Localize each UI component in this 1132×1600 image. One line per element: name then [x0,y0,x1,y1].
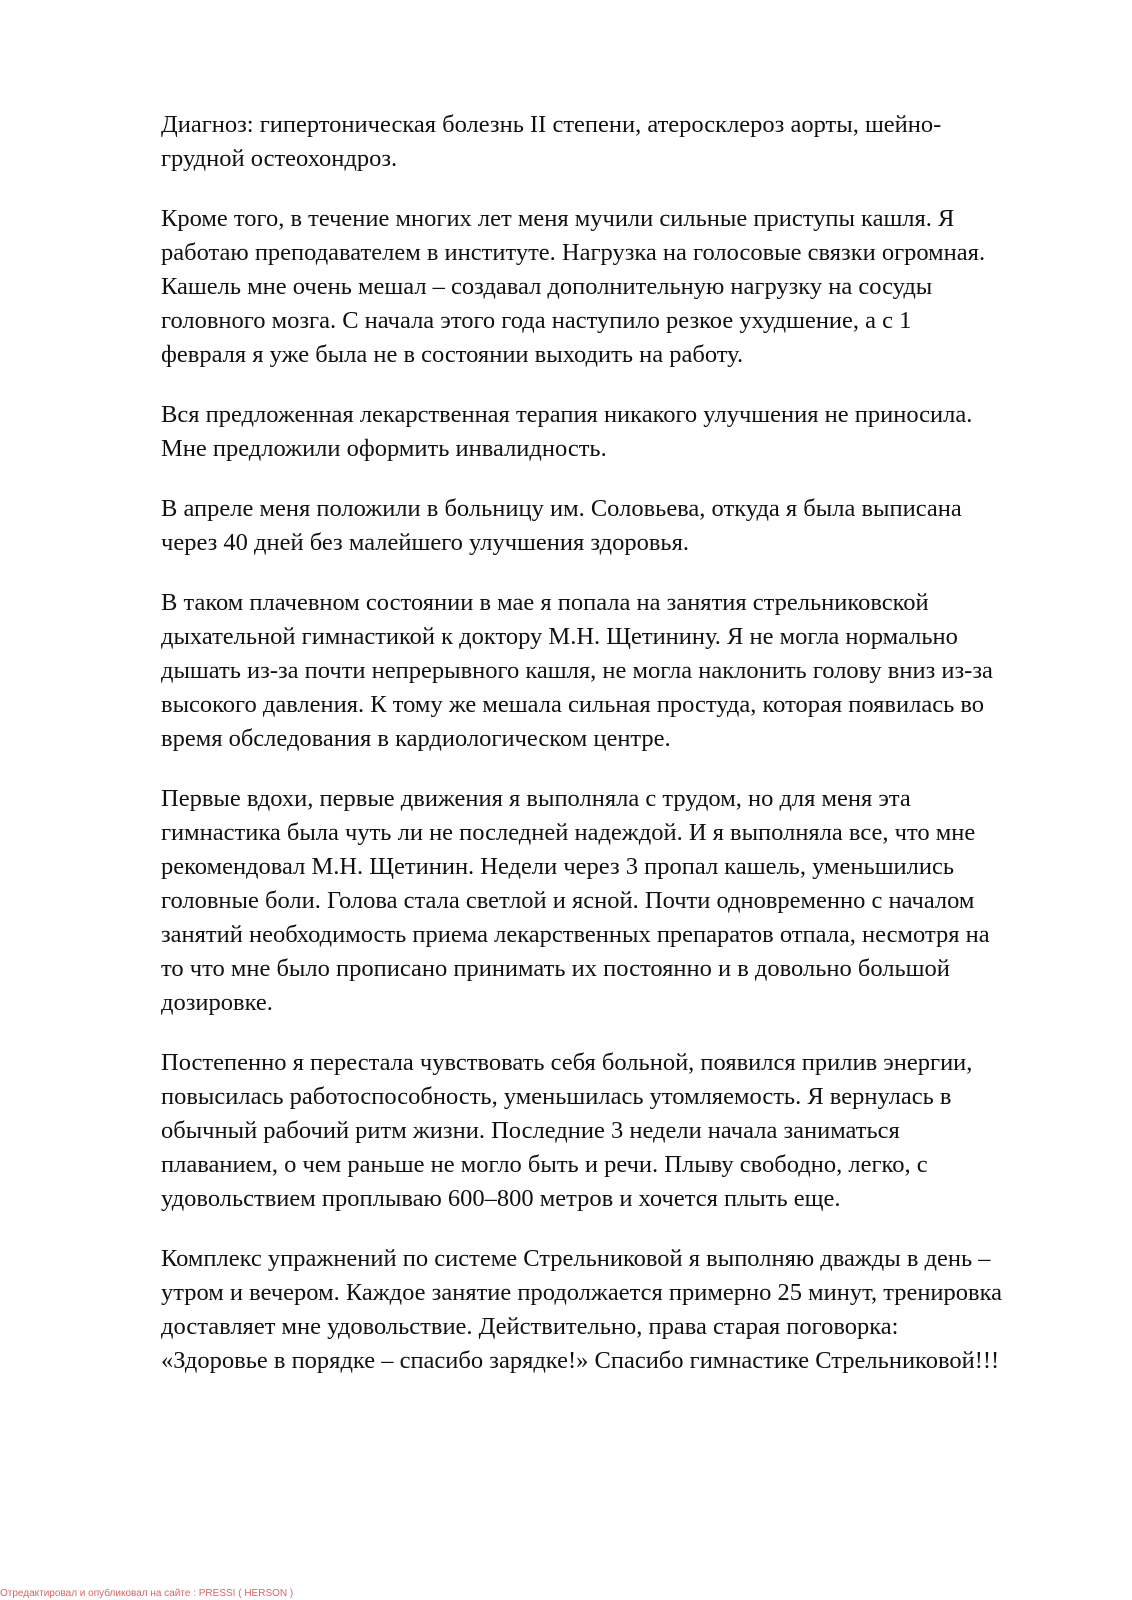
text-line: утром и вечером. Каждое занятие продолжается примерно 25 минут, тренировка [161,1279,1003,1306]
text-line: В таком плачевном состоянии в мае я попала на занятия стрельниковской [161,589,929,616]
text-line: работаю преподавателем в институте. Нагрузка на голосовые связки огромная. [161,239,986,266]
paragraph-therapy [161,398,1061,466]
text-line: высокого давления. К тому же мешала сильная простуда, которая появилась во [161,691,985,718]
text-line: головного мозга. С начала этого года наступило резкое ухудшение, а с 1 [161,307,912,334]
text-line: доставляет мне удовольствие. Действительно, права старая поговорка: [161,1313,899,1340]
text-line: февраля я уже была не в состоянии выходить на работу. [161,341,744,368]
text-line: через 40 дней без малейшего улучшения здоровья. [161,529,689,556]
text-line: плаванием, о чем раньше не могло быть и речи. Плыву свободно, легко, с [161,1151,928,1178]
text-line: Вся предложенная лекарственная терапия никакого улучшения не приносила. [161,401,973,428]
text-line: «Здоровье в порядке – спасибо зарядке!» Спасибо гимнастике Стрельниковой!!! [161,1347,1000,1374]
text-line: повысилась работоспособность, уменьшилась утомляемость. Я вернулась в [161,1083,952,1110]
paragraph-gymnastics-start [161,586,1061,756]
text-line: занятий необходимость приема лекарственных препаратов отпала, несмотря на [161,921,990,948]
paragraph-cough-history [161,202,1061,372]
text-line: то что мне было прописано принимать их постоянно и в довольно большой [161,955,950,982]
text-line: Комплекс упражнений по системе Стрельниковой я выполняю дважды в день – [161,1245,991,1272]
text-line: удовольствием проплываю 600–800 метров и хочется плыть еще. [161,1185,841,1212]
paragraph-first-results [161,782,1061,1020]
text-line: Первые вдохи, первые движения я выполняла с трудом, но для меня эта [161,785,911,812]
text-line: Кроме того, в течение многих лет меня мучили сильные приступы кашля. Я [161,205,955,232]
document-body [161,108,1061,1404]
text-line: Кашель мне очень мешал – создавал дополнительную нагрузку на сосуды [161,273,933,300]
text-line: гимнастика была чуть ли не последней надеждой. И я выполняла все, что мне [161,819,976,846]
text-line: Мне предложили оформить инвалидность. [161,435,607,462]
text-line: Постепенно я перестала чувствовать себя больной, появился прилив энергии, [161,1049,973,1076]
text-line: В апреле меня положили в больницу им. Соловьева, откуда я была выписана [161,495,962,522]
text-line: время обследования в кардиологическом центре. [161,725,671,752]
text-line: дышать из-за почти непрерывного кашля, не могла наклонить голову вниз из-за [161,657,993,684]
publisher-footer-note: Отредактировал и опубликовал на сайте : PRESSI ( HERSON ) [0,1588,294,1599]
text-line: Диагноз: гипертоническая болезнь II степени, атеросклероз аорты, шейно- [161,111,942,138]
paragraph-diagnosis [161,108,1061,176]
text-line: рекомендовал М.Н. Щетинин. Недели через 3 пропал кашель, уменьшились [161,853,955,880]
text-line: дозировке. [161,989,273,1016]
text-line: головные боли. Голова стала светлой и ясной. Почти одновременно с началом [161,887,975,914]
text-line: обычный рабочий ритм жизни. Последние 3 недели начала заниматься [161,1117,900,1144]
paragraph-recovery [161,1046,1061,1216]
text-line: дыхательной гимнастикой к доктору М.Н. Щетинину. Я не могла нормально [161,623,958,650]
paragraph-hospital [161,492,1061,560]
text-line: грудной остеохондроз. [161,145,398,172]
paragraph-routine [161,1242,1061,1378]
